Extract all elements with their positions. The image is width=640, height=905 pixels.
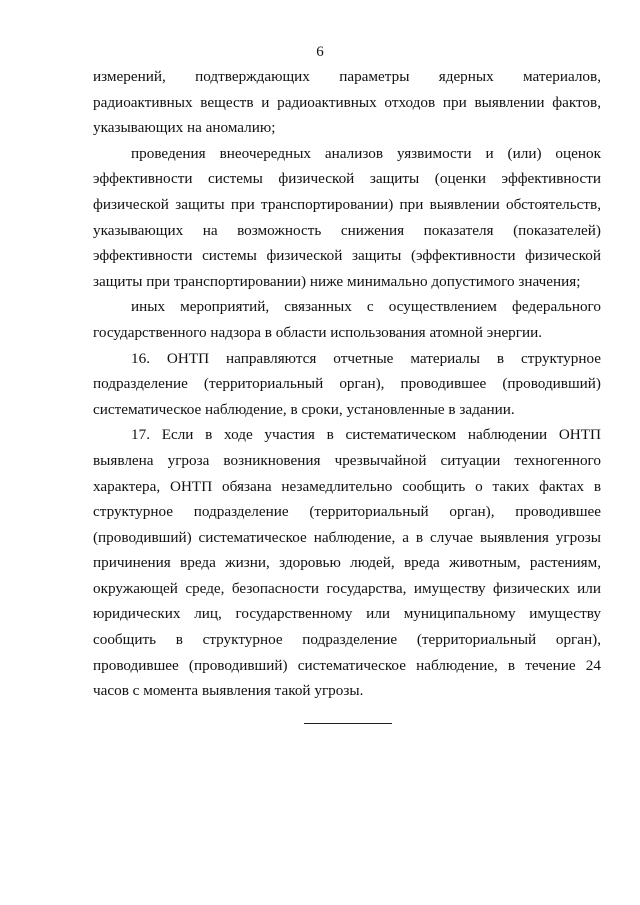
end-divider-line [304,723,392,724]
paragraph-other-measures: иных мероприятий, связанных с осуществлением федерального государственного надзора в области использования атомной энергии. [93,298,601,341]
page-number: 6 [316,44,324,60]
paragraph-measurements-continuation: измерений, подтверждающих параметры ядерных материалов, радиоактивных веществ и радиоактивных отходов при выявлении фактов, указывающих на аномалию; [93,68,601,137]
paragraph-clause-17: 17. Если в ходе участия в систематическом наблюдении ОНТП выявлена угроза возникновения чрезвычайной ситуации техногенного характера, ОНТП обязана незамедлительно сообщить о таких фактах в структурное подразделение (территориальный орган), проводившее (проводивший) систематическое наблюдение, а в случае выявления угрозы причинения вреда жизни, здоровью людей, вреда животным, растениям, окружающей среде, безопасности государства, имуществу физических или юридических лиц, государственному или муниципальному имуществу сообщить в структурное подразделение (территориальный орган), проводившее (проводивший) систематическое наблюдение, в течение 24 часов с момента выявления такой угрозы. [93,426,601,700]
paragraph-vulnerability-analysis: проведения внеочередных анализов уязвимости и (или) оценок эффективности системы физической защиты (оценки эффективности физической защиты при транспортировании) при выявлении обстоятельств, указывающих на возможность снижения показателя (показателей) эффективности системы физической защиты (эффективности физической защиты при транспортировании) ниже минимально допустимого значения; [93,144,601,290]
paragraph-clause-16: 16. ОНТП направляются отчетные материалы в структурное подразделение (территориальный орган), проводившее (проводивший) систематическое наблюдение, в сроки, установленные в задании. [93,349,601,418]
document-body [93,64,601,704]
